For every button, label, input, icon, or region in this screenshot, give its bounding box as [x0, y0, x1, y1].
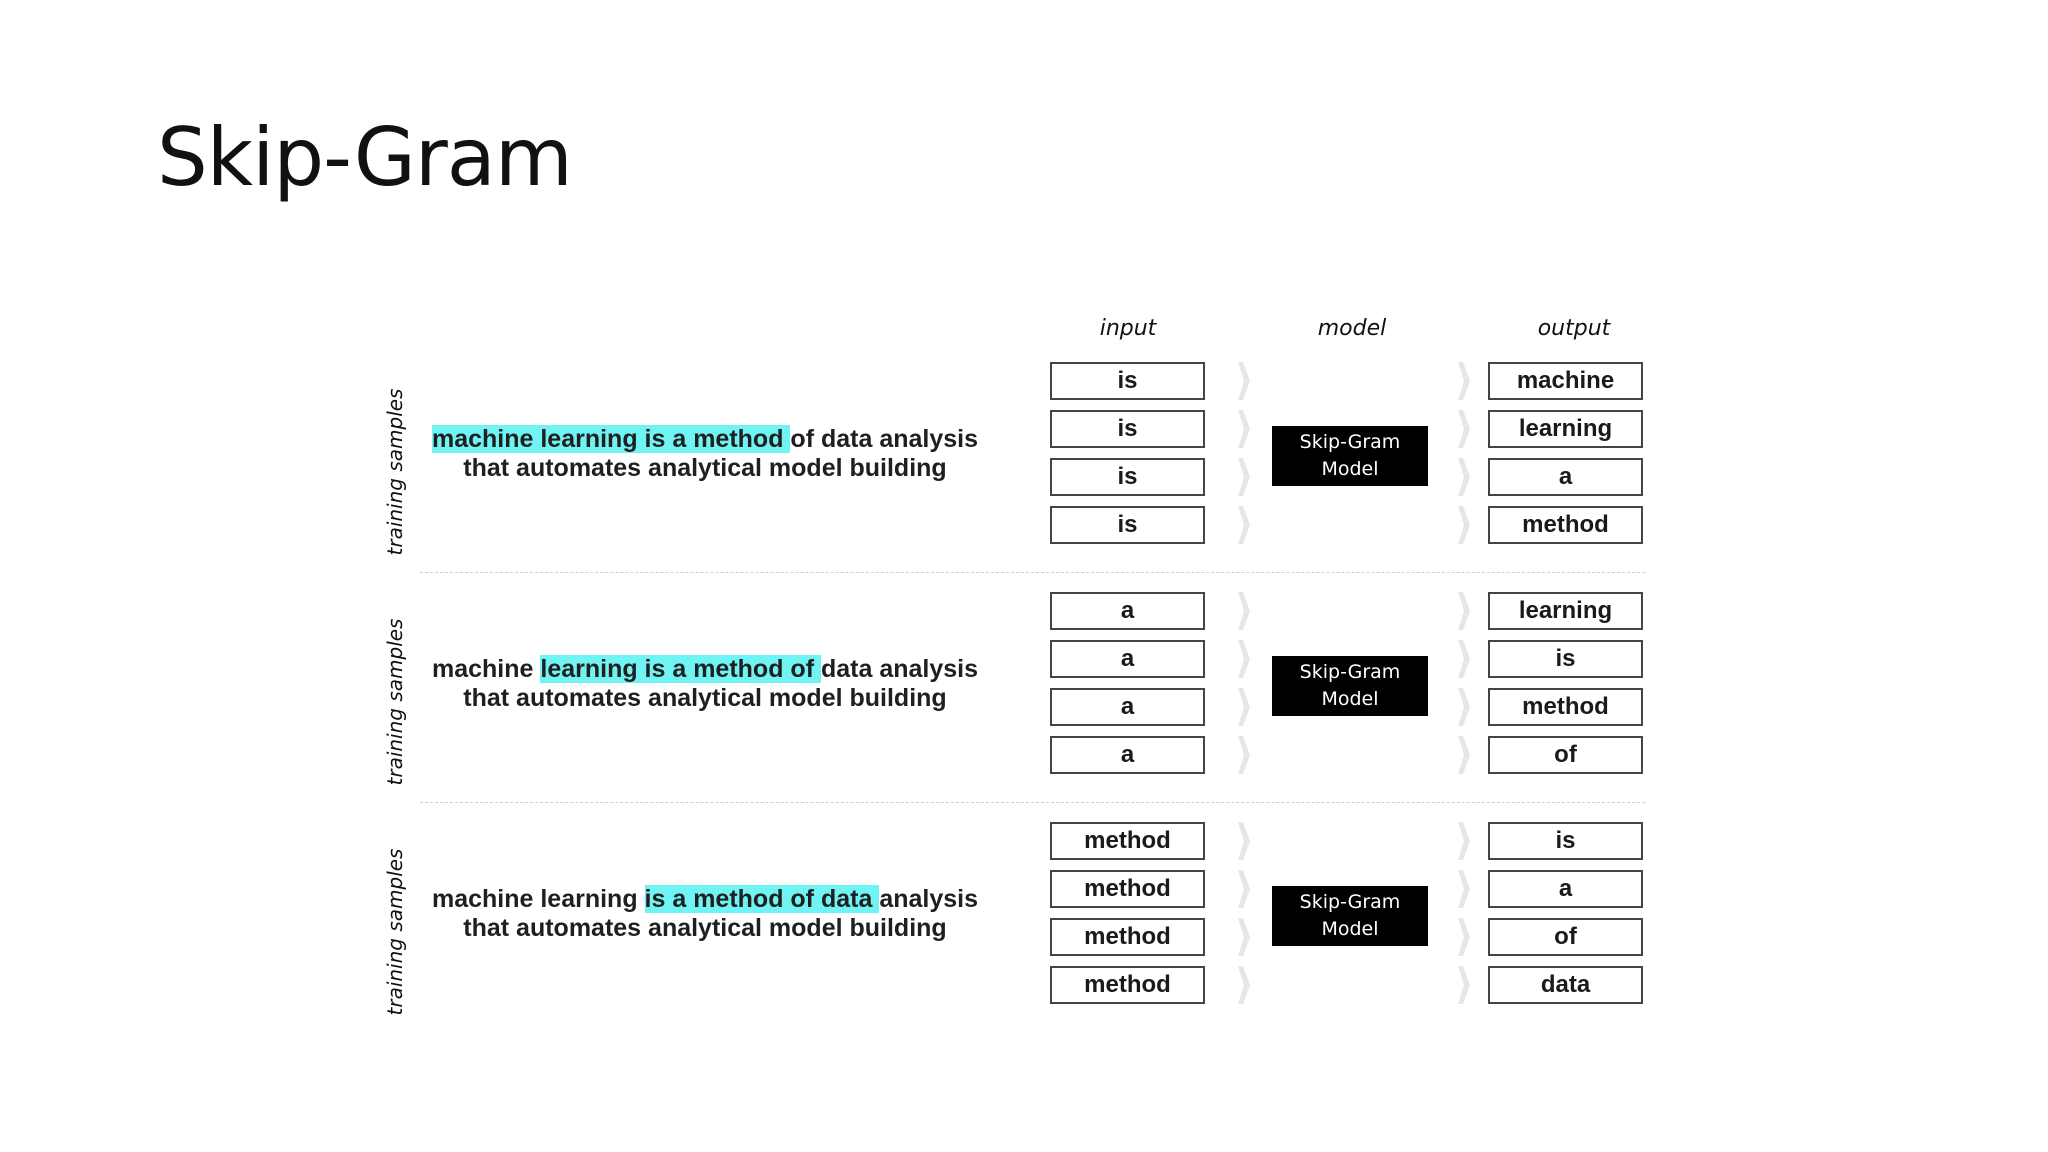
model-label-line1: Skip-Gram — [1299, 431, 1401, 453]
output-word-box: of — [1488, 918, 1643, 956]
chevron-right-icon — [1238, 918, 1250, 956]
sample-sentence — [430, 655, 980, 713]
chevron-right-icon — [1458, 640, 1470, 678]
output-word-box: a — [1488, 458, 1643, 496]
section-divider — [420, 572, 1645, 573]
input-word-box: is — [1050, 362, 1205, 400]
sentence-line2: that automates analytical model building — [463, 454, 947, 482]
output-word-box: method — [1488, 688, 1643, 726]
model-header: model — [1317, 316, 1387, 341]
sentence-line2: that automates analytical model building — [463, 684, 947, 712]
sentence-pre: machine learning — [431, 885, 645, 913]
input-header: input — [1099, 316, 1157, 341]
input-word-box: is — [1050, 506, 1205, 544]
training-sample-section — [370, 362, 1680, 582]
chevron-right-icon — [1458, 592, 1470, 630]
chevron-right-icon — [1238, 640, 1250, 678]
chevron-right-icon — [1458, 458, 1470, 496]
context-window-highlight: learning is a method of — [540, 655, 821, 683]
model-label-line2: Model — [1321, 688, 1379, 710]
training-samples-label: training samples — [383, 388, 407, 556]
output-word-box: is — [1488, 640, 1643, 678]
input-word-box: a — [1050, 736, 1205, 774]
sentence-post: of data analysis — [790, 425, 978, 453]
chevron-right-icon — [1238, 506, 1250, 544]
chevron-right-icon — [1238, 736, 1250, 774]
context-window-highlight: machine learning is a method — [431, 425, 791, 453]
chevron-right-icon — [1458, 918, 1470, 956]
output-word-box: learning — [1488, 592, 1643, 630]
skip-gram-model-box — [1272, 426, 1428, 486]
chevron-right-icon — [1458, 966, 1470, 1004]
sentence-pre: machine — [432, 655, 541, 683]
training-samples-label: training samples — [383, 618, 407, 786]
chevron-right-icon — [1458, 506, 1470, 544]
chevron-right-icon — [1458, 736, 1470, 774]
output-word-box: is — [1488, 822, 1643, 860]
input-word-box: a — [1050, 640, 1205, 678]
training-sample-section — [370, 592, 1680, 812]
input-word-box: method — [1050, 918, 1205, 956]
output-word-box: method — [1488, 506, 1643, 544]
output-word-box: a — [1488, 870, 1643, 908]
model-label-line1: Skip-Gram — [1299, 891, 1401, 913]
training-sample-section — [370, 822, 1680, 1042]
output-word-box: of — [1488, 736, 1643, 774]
chevron-right-icon — [1238, 822, 1250, 860]
output-word-box: machine — [1488, 362, 1643, 400]
chevron-right-icon — [1238, 362, 1250, 400]
input-word-box: a — [1050, 688, 1205, 726]
chevron-right-icon — [1238, 688, 1250, 726]
sample-sentence — [430, 425, 980, 483]
input-word-box: method — [1050, 822, 1205, 860]
training-samples-label: training samples — [383, 848, 407, 1016]
chevron-right-icon — [1238, 592, 1250, 630]
chevron-right-icon — [1458, 822, 1470, 860]
chevron-right-icon — [1458, 362, 1470, 400]
model-label-line2: Model — [1321, 918, 1379, 940]
chevron-right-icon — [1458, 410, 1470, 448]
skip-gram-model-box — [1272, 656, 1428, 716]
input-word-box: is — [1050, 458, 1205, 496]
chevron-right-icon — [1238, 410, 1250, 448]
sentence-line2: that automates analytical model building — [463, 914, 947, 942]
input-word-box: a — [1050, 592, 1205, 630]
chevron-right-icon — [1458, 870, 1470, 908]
model-label-line1: Skip-Gram — [1299, 661, 1401, 683]
input-word-box: method — [1050, 966, 1205, 1004]
slide-title: Skip-Gram — [157, 111, 572, 204]
chevron-right-icon — [1238, 458, 1250, 496]
skip-gram-model-box — [1272, 886, 1428, 946]
sentence-post: analysis — [879, 885, 978, 913]
input-word-box: is — [1050, 410, 1205, 448]
context-window-highlight: is a method of data — [644, 885, 880, 913]
input-word-box: method — [1050, 870, 1205, 908]
model-label-line2: Model — [1321, 458, 1379, 480]
output-word-box: data — [1488, 966, 1643, 1004]
output-header: output — [1537, 316, 1611, 341]
chevron-right-icon — [1238, 966, 1250, 1004]
section-divider — [420, 802, 1645, 803]
sample-sentence — [430, 885, 980, 943]
sentence-post: data analysis — [820, 655, 978, 683]
output-word-box: learning — [1488, 410, 1643, 448]
chevron-right-icon — [1238, 870, 1250, 908]
chevron-right-icon — [1458, 688, 1470, 726]
